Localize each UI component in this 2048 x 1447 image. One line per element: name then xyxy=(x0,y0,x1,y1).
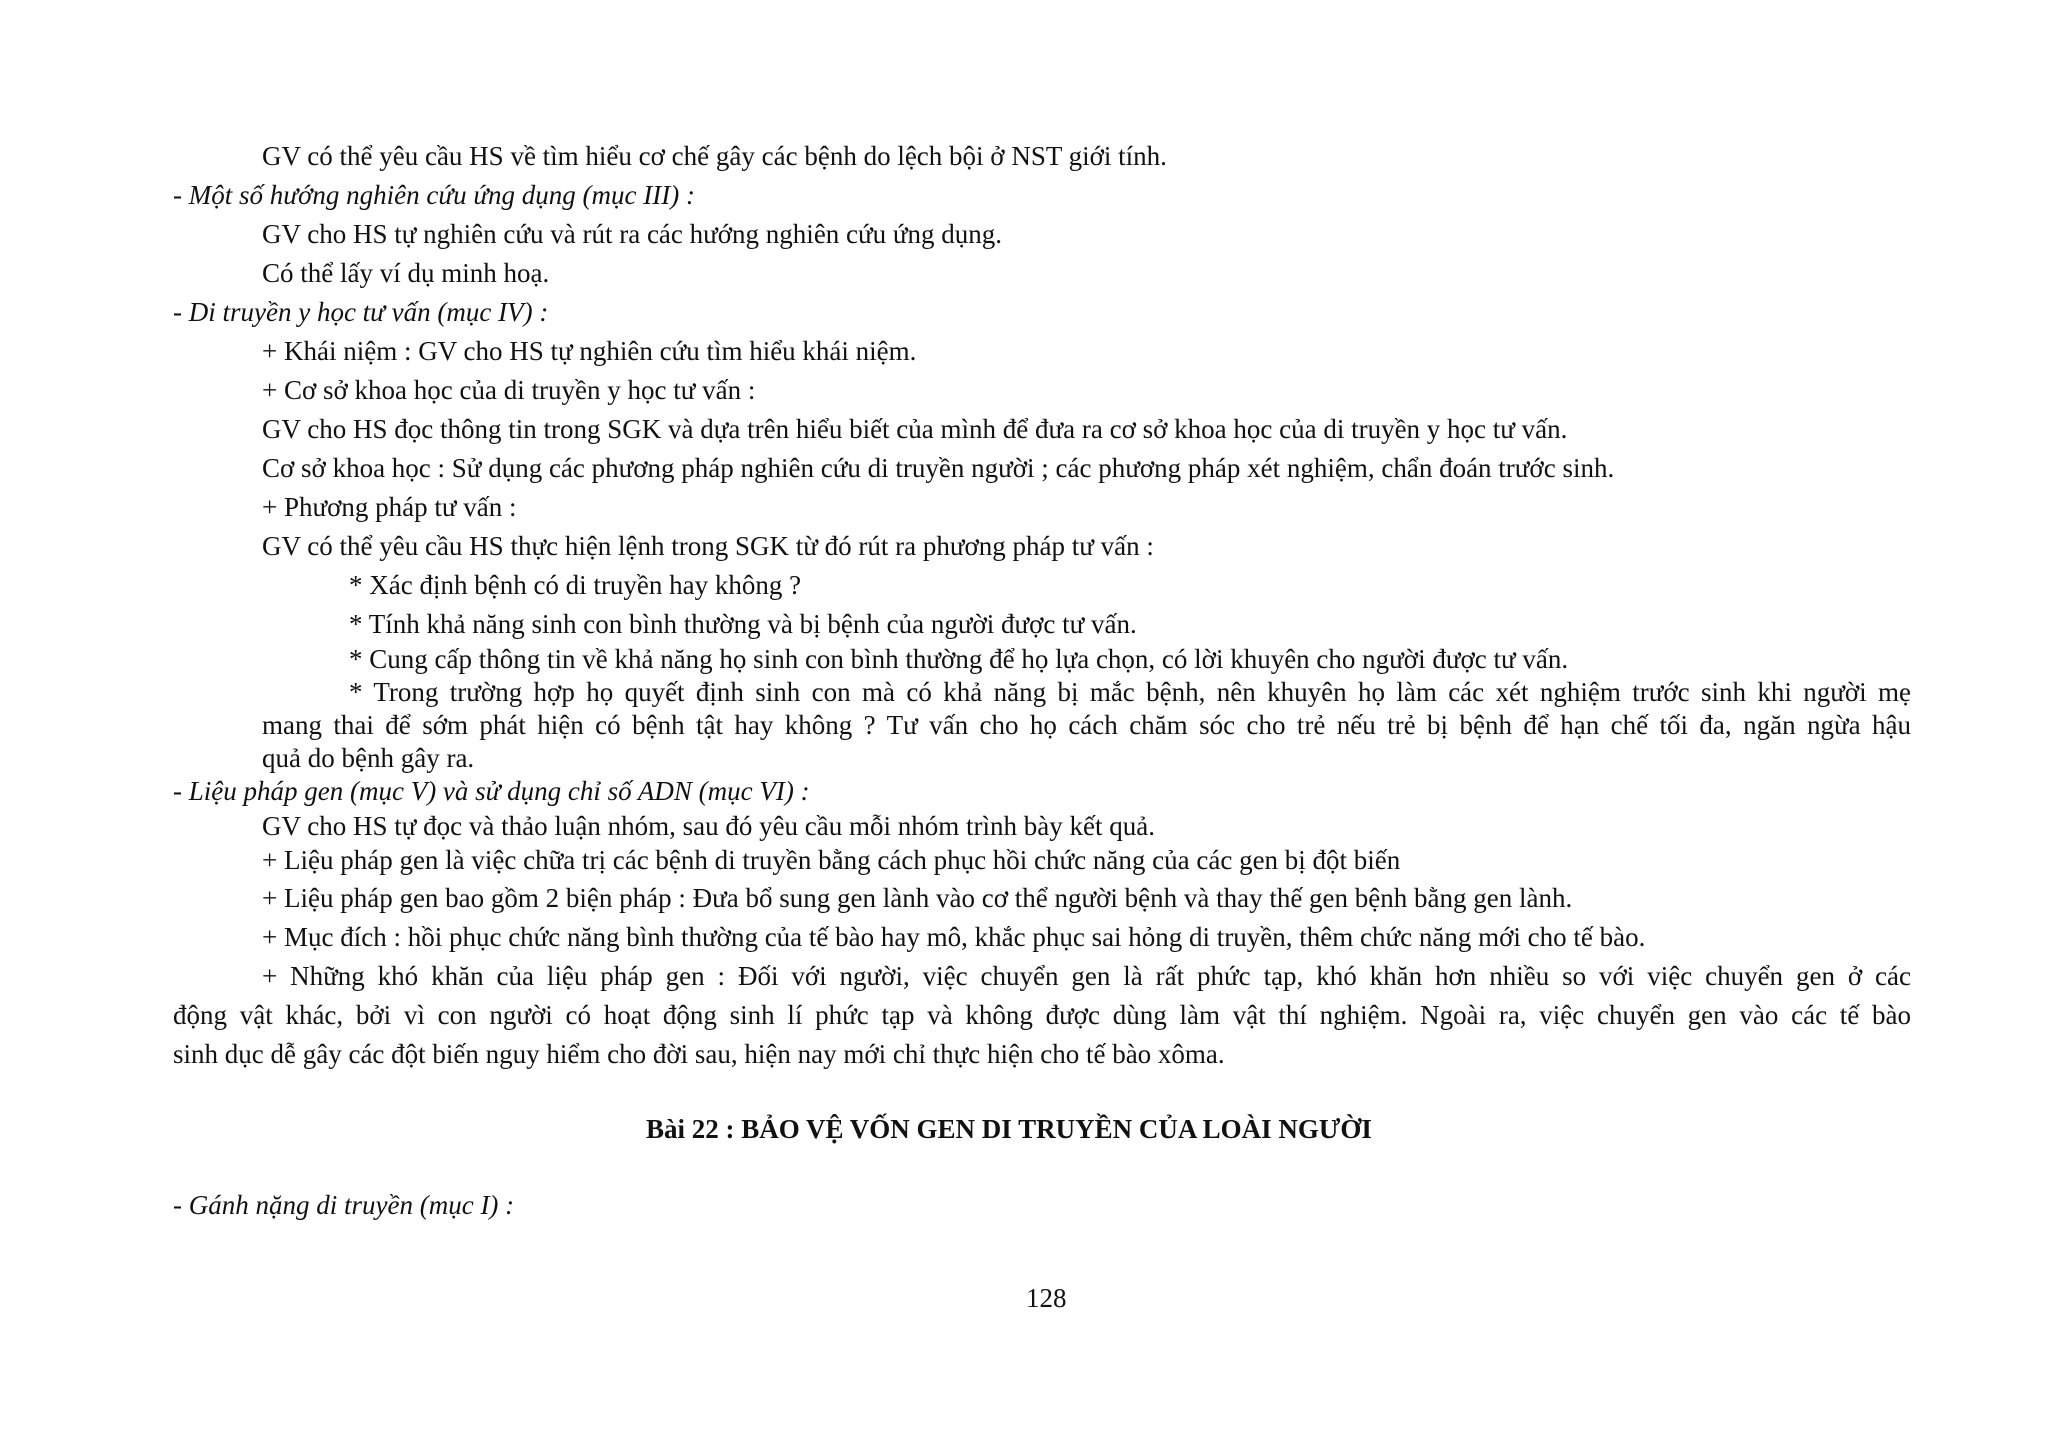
page-number: 128 xyxy=(1026,1283,1067,1313)
bullet-item-2: * Tính khả năng sinh con bình thường và bị bệnh của người được tư vấn. xyxy=(349,609,1137,639)
text-line-10: + Phương pháp tư vấn : xyxy=(262,492,517,522)
text-line-3: GV cho HS tự nghiên cứu và rút ra các hướng nghiên cứu ứng dụng. xyxy=(262,219,1003,249)
text-line-8: GV cho HS đọc thông tin trong SGK và dựa trên hiểu biết của mình để đưa ra cơ sở khoa học của di truyền y học tư vấn. xyxy=(262,414,1568,444)
section-heading-genetic-load: - Gánh nặng di truyền (mục I) : xyxy=(173,1190,515,1220)
text-line-24: động vật khác, bởi vì con người có hoạt động sinh lí phức tạp và không được dùng làm vật thí nghiệm. Ngoài ra, việc chuyển gen vào các tế bào xyxy=(173,1000,1911,1030)
bullet-item-1: * Xác định bệnh có di truyền hay không ? xyxy=(349,570,802,600)
text-line-19: GV cho HS tự đọc và thảo luận nhóm, sau đó yêu cầu mỗi nhóm trình bày kết quả. xyxy=(262,811,1155,841)
text-line-23: + Những khó khăn của liệu pháp gen : Đối với người, việc chuyển gen là rất phức tạp, khó khăn hơn nhiều so với việc chuyển gen ở các xyxy=(262,961,1911,991)
bullet-item-3: * Cung cấp thông tin về khả năng họ sinh con bình thường để họ lựa chọn, có lời khuyên cho người được tư vấn. xyxy=(349,644,1569,674)
lesson-heading: Bài 22 : BẢO VỆ VỐN GEN DI TRUYỀN CỦA LOÀI NGƯỜI xyxy=(646,1114,1372,1144)
section-heading-gene-therapy: - Liệu pháp gen (mục V) và sử dụng chỉ số ADN (mục VI) : xyxy=(173,776,810,806)
text-line-4: Có thể lấy ví dụ minh hoạ. xyxy=(262,258,550,288)
text-line-22: + Mục đích : hồi phục chức năng bình thường của tế bào hay mô, khắc phục sai hỏng di truyền, thêm chức năng mới cho tế bào. xyxy=(262,922,1646,952)
text-line-20: + Liệu pháp gen là việc chữa trị các bệnh di truyền bằng cách phục hồi chức năng của các gen bị đột biến xyxy=(262,845,1401,875)
bullet-item-4-line-1: * Trong trường hợp họ quyết định sinh con mà có khả năng bị mắc bệnh, nên khuyên họ làm các xét nghiệm trước sinh khi người mẹ xyxy=(349,677,1911,707)
text-line-25: sinh dục dễ gây các đột biến nguy hiểm cho đời sau, hiện nay mới chỉ thực hiện cho tế bào xôma. xyxy=(173,1039,1225,1069)
bullet-item-4-line-2: mang thai để sớm phát hiện có bệnh tật hay không ? Tư vấn cho họ cách chăm sóc cho trẻ nếu trẻ bị bệnh để hạn chế tối đa, ngăn ngừa hậu xyxy=(262,710,1911,740)
text-line-6: + Khái niệm : GV cho HS tự nghiên cứu tìm hiểu khái niệm. xyxy=(262,336,917,366)
section-heading-genetic-counseling: - Di truyền y học tư vấn (mục IV) : xyxy=(173,297,549,327)
text-line-11: GV có thể yêu cầu HS thực hiện lệnh trong SGK từ đó rút ra phương pháp tư vấn : xyxy=(262,531,1154,561)
bullet-item-4-line-3: quả do bệnh gây ra. xyxy=(262,743,475,773)
section-heading-applied-research: - Một số hướng nghiên cứu ứng dụng (mục III) : xyxy=(173,180,695,210)
text-line-9: Cơ sở khoa học : Sử dụng các phương pháp nghiên cứu di truyền người ; các phương pháp xét nghiệm, chẩn đoán trước sinh. xyxy=(262,453,1615,483)
text-line-7: + Cơ sở khoa học của di truyền y học tư vấn : xyxy=(262,375,756,405)
text-line-1: GV có thể yêu cầu HS về tìm hiểu cơ chế gây các bệnh do lệch bội ở NST giới tính. xyxy=(262,141,1167,171)
text-line-21: + Liệu pháp gen bao gồm 2 biện pháp : Đưa bổ sung gen lành vào cơ thể người bệnh và thay thế gen bệnh bằng gen lành. xyxy=(262,883,1573,913)
